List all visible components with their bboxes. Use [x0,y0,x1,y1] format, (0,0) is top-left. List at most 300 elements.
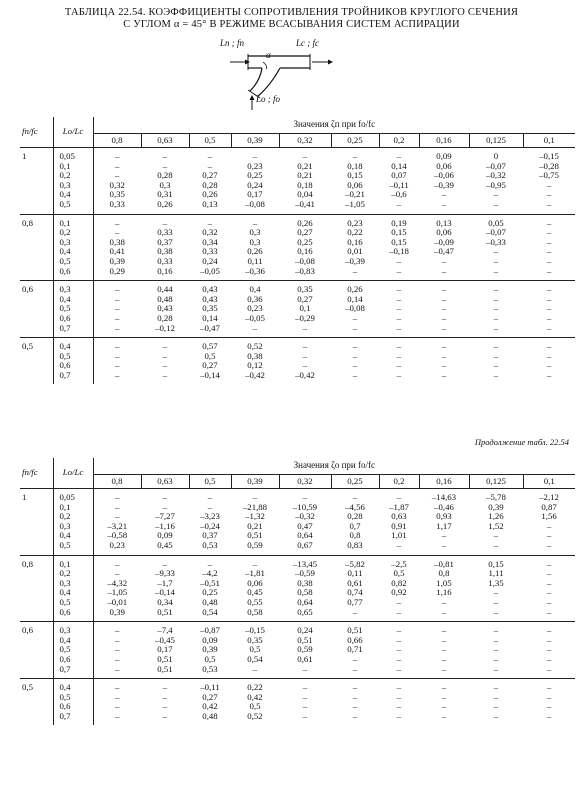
value-cell: 0,39 [202,644,218,655]
f-ratio-cell: 0,5 [22,682,33,693]
f-ratio-empty-cell [20,162,53,172]
value-cell: –0,83 [279,267,331,281]
value-cell: – [546,246,552,257]
value-cell: – [352,369,358,380]
value-cell: – [279,665,331,679]
value-cell: – [546,644,552,655]
value-cell: 0,06 [436,227,452,238]
value-cell: – [93,636,141,646]
value-cell: 0,7 [349,520,361,531]
value-cell: 0,35 [247,634,263,645]
f-ratio-empty-cell [20,636,53,646]
value-cell: – [93,295,141,305]
value-cell: – [441,701,447,712]
value-cell: 0,3 [249,236,261,247]
value-cell: – [441,312,447,323]
f-ratio-empty-cell [20,512,53,522]
value-cell: – [419,541,469,555]
value-cell: – [162,710,168,721]
value-cell: 0,17 [247,189,263,200]
value-cell: 0,64 [297,530,313,541]
value-cell: – [302,682,308,693]
value-cell: – [93,228,141,238]
value-cell: –0,95 [486,179,506,190]
value-cell: – [207,217,213,228]
value-cell: 0,48 [202,710,218,721]
header-fo-fc-1: 0,63 [141,134,189,148]
value-cell: – [493,691,499,702]
f-ratio-empty-cell [20,588,53,598]
value-cell: – [231,665,279,679]
header-fo-fc-6: 0,2 [379,475,419,489]
l-ratio-cell: 0,6 [53,361,93,371]
value-cell: 0,27 [202,170,218,181]
l-ratio-cell: 0,5 [53,693,93,703]
value-cell: 0,5 [204,350,216,361]
f-ratio-empty-cell [20,304,53,314]
value-cell: –0,32 [486,170,506,181]
f-ratio-empty-cell [20,314,53,324]
header-values-span: Значения ζо при fо/fс [93,458,575,475]
l-ratio-cell: 0,5 [53,598,93,608]
value-cell: – [493,369,499,380]
row-group [20,555,575,622]
value-cell: 0,54 [247,653,263,664]
value-cell: 0,37 [202,530,218,541]
value-cell: –0,29 [295,312,315,323]
header-row-values [20,134,575,148]
value-cell: – [546,558,552,569]
l-ratio-cell: 0,4 [53,190,93,200]
value-cell: 0,93 [436,511,452,522]
value-cell: 0,5 [249,701,261,712]
value-cell: – [441,189,447,200]
value-cell: – [162,350,168,361]
table-header [20,117,575,148]
l-ratio-cell: 0,5 [53,304,93,314]
value-cell: 0,05 [488,217,504,228]
value-cell: 0,5 [393,568,405,579]
value-cell: 0,53 [189,541,231,555]
table-row [20,148,575,162]
value-cell: 0,37 [157,236,173,247]
table-row [20,267,575,281]
value-cell: 1,17 [436,520,452,531]
value-cell: – [419,608,469,622]
value-cell: 0,36 [247,293,263,304]
value-cell: 0,39 [93,257,141,267]
value-cell: –0,87 [200,625,220,636]
value-cell: – [523,267,575,281]
l-ratio-cell: 0,7 [53,371,93,385]
value-cell: 0,24 [247,179,263,190]
header-l-ratio: Lо/Lс [53,458,93,489]
value-cell: – [396,341,402,352]
value-cell: – [441,625,447,636]
value-cell: – [379,608,419,622]
header-fo-fc-5: 0,25 [331,475,379,489]
f-ratio-empty-cell [20,361,53,371]
value-cell: 0,29 [93,267,141,281]
header-fo-fc-7: 0,16 [419,134,469,148]
diagram-label-lc: Lс ; fс [296,38,319,48]
value-cell: 0,16 [297,246,313,257]
header-fo-fc-1: 0,63 [141,475,189,489]
value-cell: – [379,200,419,214]
value-cell: – [162,369,168,380]
value-cell: – [93,693,141,703]
value-cell: 0,26 [347,284,363,295]
value-cell: – [546,284,552,295]
header-row-span [20,458,575,475]
value-cell: –0,11 [200,682,220,693]
l-ratio-cell: 0,1 [53,162,93,172]
f-ratio-empty-cell [20,295,53,305]
value-cell: 0,59 [297,644,313,655]
value-cell: – [546,701,552,712]
value-cell: 0,8 [349,530,361,541]
value-cell: – [493,293,499,304]
header-fo-fc-3: 0,39 [231,134,279,148]
value-cell: 0,66 [347,634,363,645]
value-cell: 0,51 [157,653,173,664]
value-cell: – [93,162,141,172]
value-cell: 0,48 [157,293,173,304]
value-cell: 0,27 [297,227,313,238]
value-cell: – [546,587,552,598]
value-cell: 0,35 [202,303,218,314]
value-cell: – [546,530,552,541]
value-cell: –0,21 [345,189,365,200]
value-cell: – [441,350,447,361]
value-cell: 0,41 [93,247,141,257]
header-fo-fc-2: 0,5 [189,134,231,148]
l-ratio-cell: 0,4 [53,588,93,598]
l-ratio-cell: 0,7 [53,665,93,679]
value-cell: – [162,217,168,228]
value-cell: –0,14 [200,369,220,380]
table-row [20,712,575,726]
value-cell: – [546,303,552,314]
value-cell: 0,77 [347,596,363,607]
l-ratio-cell: 0,3 [53,238,93,248]
value-cell: 0 [493,151,499,161]
value-cell: – [546,341,552,352]
value-cell: –0,09 [434,236,454,247]
value-cell: –5,78 [486,492,506,502]
value-cell: –4,32 [93,579,141,589]
value-cell: 0,11 [347,568,363,579]
value-cell: 0,61 [297,653,313,664]
value-cell: – [93,338,141,352]
value-cell: –0,08 [295,255,315,266]
header-fo-fc-8: 0,125 [469,475,523,489]
value-cell: – [379,541,419,555]
f-ratio-empty-cell [20,238,53,248]
value-cell: 0,55 [247,596,263,607]
table-row [20,281,575,295]
value-cell: –0,07 [486,227,506,238]
value-cell: 0,83 [331,541,379,555]
header-fo-fc-7: 0,16 [419,475,469,489]
value-cell: 0,14 [347,293,363,304]
value-cell: –1,05 [93,588,141,598]
value-cell: 0,1 [299,303,311,314]
table-row [20,693,575,703]
l-ratio-cell: 0,1 [53,503,93,513]
l-ratio-cell: 0,4 [53,247,93,257]
value-cell: – [493,303,499,314]
value-cell: 0,38 [157,246,173,257]
table-row [20,295,575,305]
value-cell: – [396,360,402,371]
value-cell: –0,24 [200,520,220,531]
value-cell: –0,47 [434,246,454,257]
value-cell: – [546,227,552,238]
value-cell: – [162,492,168,502]
value-cell: 0,25 [247,170,263,181]
value-cell: –5,82 [345,558,365,569]
value-cell: 0,23 [247,160,263,171]
value-cell: – [419,665,469,679]
value-cell: 0,27 [202,691,218,702]
value-cell: 0,51 [141,665,189,679]
value-cell: 0,06 [247,577,263,588]
value-cell: 0,63 [391,511,407,522]
value-cell: – [546,312,552,323]
value-cell: –0,47 [189,324,231,338]
value-cell: 0,45 [247,587,263,598]
value-cell: –4,56 [345,501,365,512]
l-ratio-cell: 0,3 [53,281,93,295]
value-cell: – [396,653,402,664]
value-cell: – [93,304,141,314]
value-cell: 1,56 [541,511,557,522]
table-row [20,702,575,712]
value-cell: 0,38 [93,238,141,248]
header-fo-fc-2: 0,5 [189,475,231,489]
value-cell: –13,45 [292,558,318,569]
value-cell: 0,51 [141,608,189,622]
value-cell: – [441,710,447,721]
value-cell: – [162,701,168,712]
value-cell: 0,71 [347,644,363,655]
row-group [20,148,575,215]
diagram-label-lp: Lп ; fп [220,38,245,48]
value-cell: – [93,655,141,665]
value-cell: 0,53 [189,665,231,679]
l-ratio-cell: 0,5 [53,352,93,362]
header-fo-fc-4: 0,32 [279,134,331,148]
f-ratio-empty-cell [20,569,53,579]
value-cell: – [93,512,141,522]
value-cell: 0,52 [247,710,263,721]
header-fo-fc-6: 0,2 [379,134,419,148]
value-cell: – [441,284,447,295]
value-cell: – [331,665,379,679]
value-cell: – [546,710,552,721]
value-cell: – [331,324,379,338]
value-cell: 0,61 [347,577,363,588]
l-ratio-cell: 0,4 [53,338,93,352]
f-ratio-empty-cell [20,228,53,238]
value-cell: – [493,625,499,636]
row-group [20,338,575,385]
f-ratio-cell: 1 [22,151,27,161]
value-cell: –0,36 [231,267,279,281]
value-cell: 0,15 [347,170,363,181]
value-cell: 1,05 [436,577,452,588]
value-cell: – [396,710,402,721]
value-cell: – [469,665,523,679]
value-cell: – [419,200,469,214]
value-cell: –0,15 [245,625,265,636]
value-cell: 0,43 [202,284,218,295]
value-cell: – [493,587,499,598]
value-cell: – [441,596,447,607]
f-ratio-empty-cell [20,247,53,257]
value-cell: –1,7 [157,577,173,588]
value-cell: 0,42 [247,691,263,702]
value-cell: 0,28 [157,312,173,323]
value-cell: – [252,492,258,502]
f-ratio-empty-cell [20,608,53,622]
value-cell: – [396,151,402,161]
value-cell: – [396,369,402,380]
value-cell: 0,26 [202,189,218,200]
row-group [20,281,575,338]
value-cell: – [162,341,168,352]
value-cell: 0,42 [202,701,218,712]
value-cell: 0,09 [157,530,173,541]
value-cell: – [93,361,141,371]
value-cell: –7,4 [157,625,173,636]
value-cell: 0,82 [391,577,407,588]
value-cell: –0,39 [345,255,365,266]
f-ratio-cell: 1 [22,492,27,502]
value-cell: 0,13 [436,217,452,228]
value-cell: –0,08 [345,303,365,314]
value-cell: 0,35 [93,190,141,200]
value-cell: 0,25 [202,587,218,598]
l-ratio-cell: 0,5 [53,541,93,555]
value-cell: – [396,634,402,645]
l-ratio-cell: 0,4 [53,531,93,541]
value-cell: –1,05 [331,200,379,214]
value-cell: 0,27 [297,293,313,304]
value-cell: –0,12 [141,324,189,338]
value-cell: – [302,350,308,361]
value-cell: –1,87 [389,501,409,512]
value-cell: 0,74 [347,587,363,598]
value-cell: –0,75 [539,170,559,181]
value-cell: 0,33 [157,227,173,238]
value-cell: – [441,341,447,352]
value-cell: 0,45 [141,541,189,555]
value-cell: – [546,360,552,371]
value-cell: 0,21 [247,520,263,531]
value-cell: 0,48 [202,596,218,607]
l-ratio-cell: 0,3 [53,622,93,636]
value-cell: – [93,371,141,385]
value-cell: – [493,312,499,323]
f-ratio-empty-cell [20,693,53,703]
value-cell: – [441,644,447,655]
l-ratio-cell: 0,6 [53,655,93,665]
value-cell: 0,23 [93,541,141,555]
header-f-ratio: fп/fс [20,458,53,489]
value-cell: – [162,691,168,702]
value-cell: – [469,541,523,555]
l-ratio-cell: 0,3 [53,579,93,589]
value-cell: – [469,324,523,338]
value-cell: – [523,200,575,214]
f-ratio-empty-cell [20,655,53,665]
value-cell: – [93,679,141,693]
value-cell: 0,28 [157,170,173,181]
value-cell: 0,26 [247,246,263,257]
value-cell: – [396,492,402,502]
value-cell: – [523,608,575,622]
value-cell: 0,43 [157,303,173,314]
l-ratio-cell: 0,2 [53,228,93,238]
value-cell: – [352,701,358,712]
value-cell: – [396,682,402,693]
header-fo-fc-0: 0,8 [93,475,141,489]
value-cell: – [546,350,552,361]
value-cell: – [162,360,168,371]
value-cell: – [441,634,447,645]
value-cell: – [352,151,358,161]
value-cell: – [302,691,308,702]
value-cell: –0,39 [434,179,454,190]
value-cell: – [546,369,552,380]
l-ratio-cell: 0,3 [53,181,93,191]
value-cell: – [523,541,575,555]
value-cell: – [162,501,168,512]
value-cell: – [207,558,213,569]
value-cell: – [302,701,308,712]
value-cell: – [441,691,447,702]
table-row [20,371,575,385]
value-cell: – [207,492,213,502]
value-cell: –0,08 [231,200,279,214]
value-cell: 0,21 [297,160,313,171]
value-cell: –0,14 [155,587,175,598]
value-cell: 0,09 [202,634,218,645]
value-cell: 0,5 [204,653,216,664]
value-cell: –0,05 [245,312,265,323]
value-cell: 0,12 [247,360,263,371]
value-cell: –0,42 [295,369,315,380]
value-cell: – [396,312,402,323]
l-ratio-cell: 0,2 [53,512,93,522]
value-cell: – [493,255,499,266]
value-cell: –0,6 [391,189,407,200]
value-cell: – [396,596,402,607]
value-cell: – [493,644,499,655]
l-ratio-cell: 0,6 [53,702,93,712]
value-cell: – [493,246,499,257]
value-cell: 0,91 [391,520,407,531]
value-cell: – [493,682,499,693]
value-cell: 0,67 [279,541,331,555]
value-cell: – [441,530,447,541]
l-ratio-cell: 0,6 [53,314,93,324]
value-cell: – [396,284,402,295]
l-ratio-cell: 0,6 [53,608,93,622]
value-cell: 1,26 [488,511,504,522]
